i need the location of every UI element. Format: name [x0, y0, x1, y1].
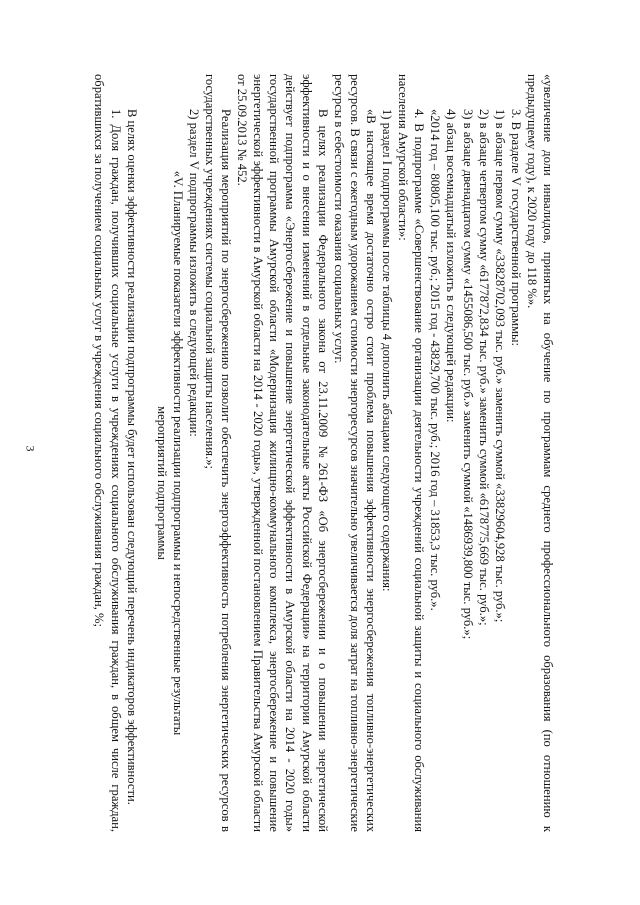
- document-body: [91, 74, 556, 832]
- paragraph: 2) в абзаце четвертом сумму «6177872,834 тыс. руб.» заменить суммой «6178775,669 тыс. руб.»;: [476, 109, 491, 626]
- paragraph: В целях реализации Федерального закона от 23.11.2009 №261-ФЗ «Об энергосбережении и о повышении энергетической эффективности и о внесении изменений в отдельные законодательные акты Российской Федерации» на территории Амурской области действует подпрограмма «Энергосбережение и повышение энергетической эффективности в Амурской области на 2014 - 2020 годы» государственной программы Амурской области «Модернизация жилищно-коммунального комплекса, энергосбережение и повышение энергетической эффективности в Амурской области на 2014 - 2020 годы», утвержденной постановлением Правительства Амурской области от 25.09.2013 № 452.: [235, 74, 330, 832]
- page-number: 3: [23, 445, 38, 452]
- paragraph: 1) раздел I подпрограммы после таблицы 4 дополнить абзацами следующего содержания:: [380, 109, 395, 592]
- section-heading: «V. Планируемые показатели эффективности реализации подпрограммы и непосредственные результаты: [170, 170, 185, 736]
- paragraph: «2014 год – 80805,100 тыс. руб.; 2015 год - 43829,700 тыс. руб.; 2016 год – 31853,3 тыс. руб.».: [428, 109, 443, 611]
- paragraph: 2) раздел V подпрограммы изложить в следующей редакции:: [186, 109, 201, 437]
- paragraph: 4) абзац восемнадцатый изложить в следующей редакции:: [444, 109, 459, 423]
- paragraph: «увеличение доли инвалидов, принятых на обучение по программам среднего профессионального образования (по отношению к предыдущему году), к 2020 году до 118 %».: [524, 74, 555, 832]
- paragraph: Реализация мероприятий по энергосбережению позволит обеспечить энергоэффективность потребления энергетических ресурсов в государственных учреждениях системы социальной защиты населения.»;: [203, 74, 234, 832]
- paragraph: 1) в абзаце первом сумму «33828702,093 тыс. руб.» заменить суммой «33829604,928 тыс. руб.»;: [492, 109, 507, 623]
- paragraph: 3. В разделе V государственной программы:: [508, 109, 523, 346]
- paragraph: «В настоящее время достаточно остро стоит проблема повышения эффективности энергосбережения топливно-энергетических ресурсов. В связи с ежегодным удорожанием стоимости энергоресурсов значительно увеличивается доля затрат на топливно-энергетические ресурсы в себестоимости оказания социальных услуг.: [331, 74, 378, 833]
- paragraph: 3) в абзаце двенадцатом сумму «1455086,500 тыс. руб.» заменить суммой «1486939,800 тыс. руб.»;: [460, 109, 475, 640]
- section-heading: мероприятий подпрограммы: [154, 406, 169, 560]
- paragraph: 4. В подпрограмме «Совершенствование организации деятельности учреждений социальной защиты и социального обслуживания населения Амурской области»:: [396, 74, 427, 832]
- paragraph: 1. Доля граждан, получивших социальные услуги в учреждениях социального обслуживания граждан, в общем числе граждан, обратившихся за получением социальных услуг в учреждения социального обслуживания граждан, %;: [92, 74, 123, 832]
- spacer: [140, 74, 154, 832]
- paragraph: В целях оценки эффективности реализации подпрограммы будет использован следующий перечень индикаторов эффективности.: [124, 109, 139, 805]
